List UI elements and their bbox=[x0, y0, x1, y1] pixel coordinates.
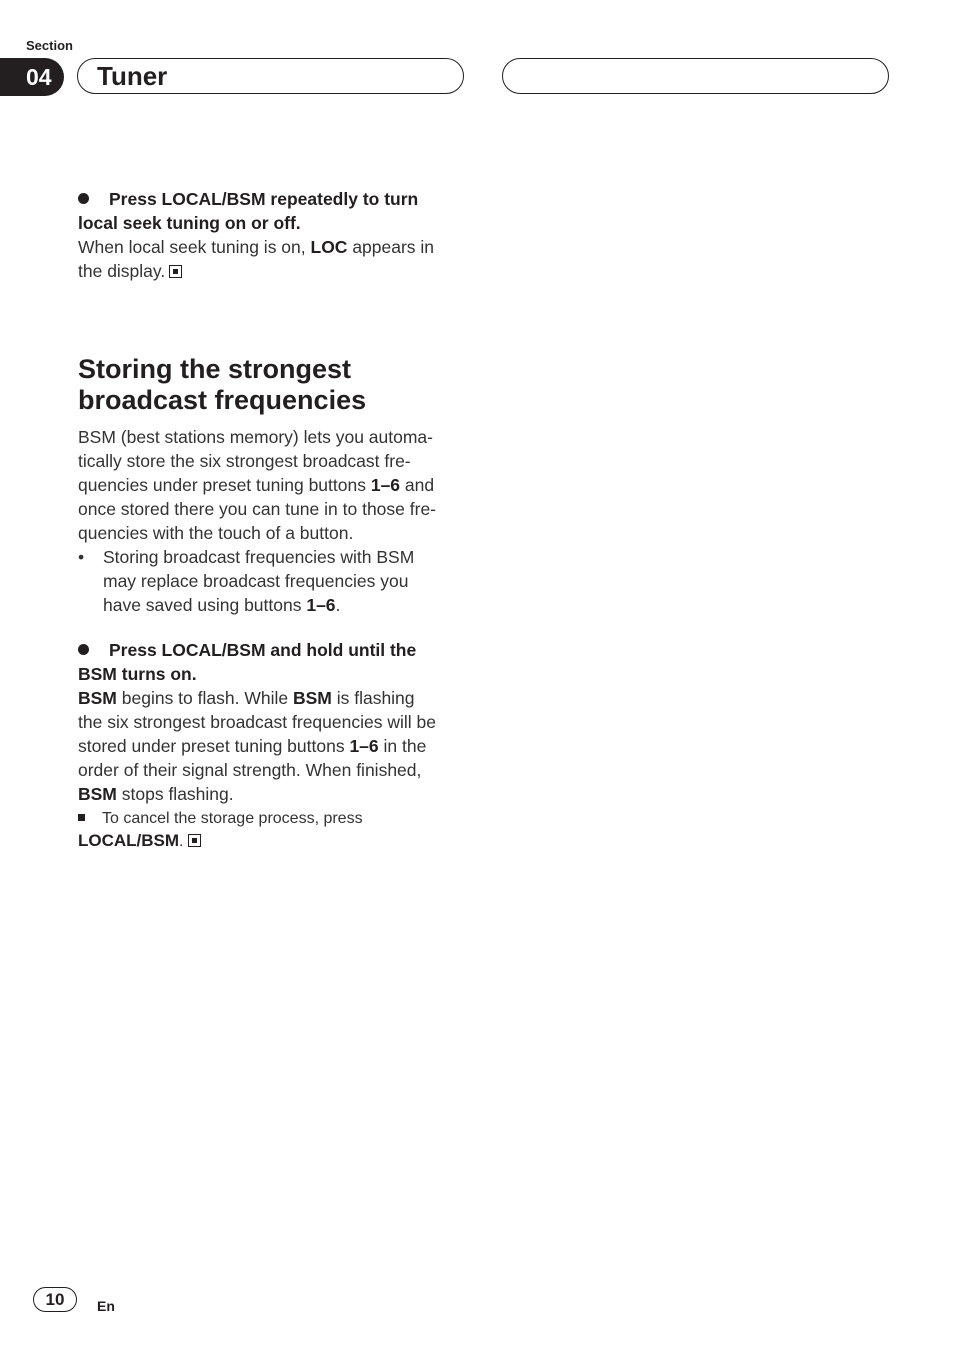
bsm-note: To cancel the storage process, press LOCAL/BSM. bbox=[78, 810, 363, 850]
end-of-section-icon bbox=[169, 265, 182, 278]
local-seek-description: When local seek tuning is on, LOC appears in the display. bbox=[78, 237, 435, 281]
bsm-bullet-item: • Storing broadcast frequencies with BSM may replace broadcast frequencies you have saved using buttons 1–6. bbox=[78, 547, 415, 615]
step-bullet-icon bbox=[78, 193, 89, 204]
step-bullet-icon bbox=[78, 644, 89, 655]
language-code: En bbox=[97, 1298, 115, 1314]
bullet-mark: • bbox=[78, 547, 85, 567]
section-number: 04 bbox=[26, 63, 52, 90]
note-icon bbox=[78, 814, 85, 821]
end-of-section-icon bbox=[188, 834, 201, 847]
bsm-heading: Storing the strongest broadcast frequencies bbox=[78, 354, 367, 415]
section-number-tab bbox=[0, 58, 64, 96]
section-label: Section bbox=[26, 38, 73, 53]
right-column-header-frame bbox=[502, 58, 889, 94]
section-title: Tuner bbox=[97, 60, 168, 91]
bsm-step: Press LOCAL/BSM and hold until the BSM turns on. bbox=[78, 640, 417, 684]
bsm-intro: BSM (best stations memory) lets you automa- tically store the six strongest broadcast fre- quencies under preset tuning buttons 1–6 and once stored there you can tune in to those fre- quencies with the touch of a button. • Storing broadcast frequencies with BSM may replace broadcast frequencies you have saved using buttons 1–6. bbox=[78, 425, 468, 617]
local-seek-step: Press LOCAL/BSM repeatedly to turn local seek tuning on or off. bbox=[78, 189, 419, 233]
page-number: 10 bbox=[33, 1287, 77, 1312]
bsm-step-description: BSM begins to flash. While BSM is flashing the six strongest broadcast frequencies will be stored under preset tuning buttons 1–6 in the order of their signal strength. When finished, BSM stops flashing. bbox=[78, 688, 436, 804]
local-seek-block bbox=[78, 187, 468, 283]
bsm-step-block bbox=[78, 638, 468, 853]
